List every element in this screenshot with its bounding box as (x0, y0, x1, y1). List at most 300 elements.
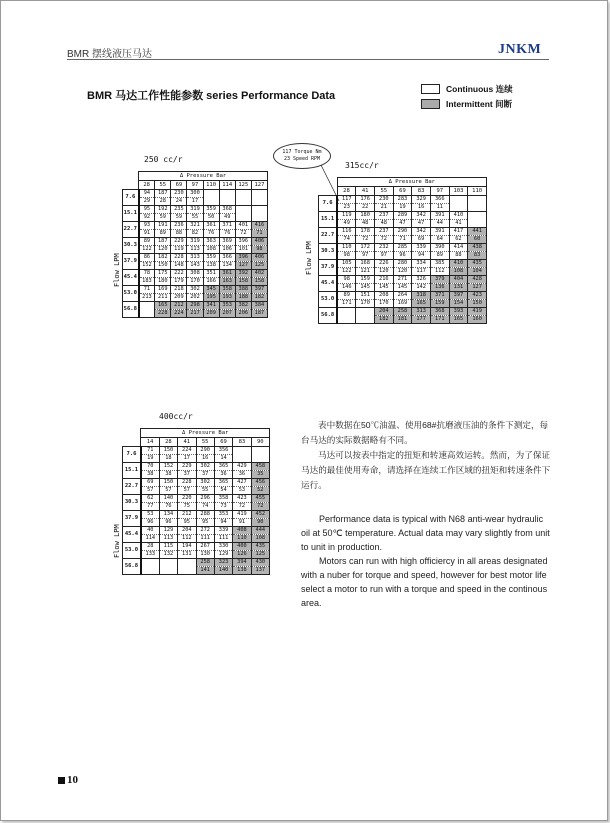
speed-value: 209 (203, 310, 219, 318)
torque-value: 300 (187, 190, 203, 198)
speed-value: 158 (251, 278, 267, 286)
table-row (319, 228, 487, 236)
torque-value: 366 (219, 254, 235, 262)
torque-value: 359 (203, 254, 219, 262)
torque-value: 368 (219, 206, 235, 214)
torque-value: 168 (356, 260, 375, 268)
speed-value: 104 (468, 268, 487, 276)
speed-value: 129 (214, 551, 232, 559)
speed-value: 171 (337, 300, 356, 308)
speed-value: 131 (178, 551, 196, 559)
torque-value: 98 (337, 276, 356, 284)
torque-value (251, 190, 267, 198)
torque-value: 40 (141, 527, 159, 535)
table-row (319, 300, 487, 308)
torque-value: 194 (178, 543, 196, 551)
speed-value: 170 (374, 300, 393, 308)
torque-value: 237 (374, 228, 393, 236)
speed-value: 24 (171, 198, 187, 206)
speed-value: 41 (449, 220, 468, 228)
torque-value: 321 (187, 222, 203, 230)
legend-continuous (421, 81, 513, 96)
speed-value: 108 (251, 535, 269, 543)
speed-value: 127 (235, 262, 251, 270)
torque-value: 151 (356, 292, 375, 300)
pressure-values-row (123, 181, 268, 190)
speed-value: 111 (196, 535, 214, 543)
torque-value: 323 (214, 559, 232, 567)
speed-value: 224 (171, 310, 187, 318)
torque-value: 406 (251, 254, 267, 262)
torque-value: 134 (159, 511, 177, 519)
torque-value: 394 (233, 559, 251, 567)
torque-value: 212 (178, 511, 196, 519)
flow-value: 45.4 (123, 270, 139, 286)
torque-value: 430 (251, 559, 269, 567)
flow-value: 37.9 (123, 511, 141, 527)
speed-value (233, 455, 251, 463)
speed-value: 49 (219, 214, 235, 222)
speed-value: 57 (159, 487, 177, 495)
speed-value: 112 (430, 268, 449, 276)
torque-value: 410 (449, 212, 468, 220)
torque-value (251, 447, 269, 455)
torque-value: 334 (412, 260, 431, 268)
legend-continuous-label: Continuous 连续 (446, 83, 513, 94)
speed-value: 120 (374, 268, 393, 276)
torque-value: 423 (233, 495, 251, 503)
table-row (123, 447, 270, 455)
torque-value: 192 (155, 206, 171, 214)
table-row (319, 252, 487, 260)
flow-header-blank (123, 429, 141, 438)
torque-value: 224 (178, 447, 196, 455)
flow-value: 37.9 (123, 254, 139, 270)
speed-value: 29 (139, 198, 155, 206)
pressure-value: 28 (159, 438, 177, 447)
speed-value: 148 (171, 262, 187, 270)
zh-paragraph-1: 表中数据在50℃油温、使用68#抗磨液压油的条件下测定，每台马达的实际数据略有不同。 (301, 420, 549, 445)
torque-value: 388 (235, 286, 251, 294)
torque-value: 175 (155, 270, 171, 278)
page-number-text: 10 (67, 774, 78, 786)
callout-torque-text: 117 Torque Nm (282, 149, 322, 155)
torque-value: 339 (412, 244, 431, 252)
torque-value: 396 (235, 254, 251, 262)
flow-header-blank (319, 187, 338, 196)
speed-value: 113 (159, 535, 177, 543)
speed-value (219, 198, 235, 206)
torque-value: 361 (203, 222, 219, 230)
speed-value: 72 (233, 503, 251, 511)
flow-header-blank (123, 172, 139, 181)
torque-value: 229 (171, 238, 187, 246)
table-row (123, 278, 268, 286)
speed-value: 121 (356, 268, 375, 276)
speed-value: 75 (178, 503, 196, 511)
speed-value: 169 (393, 300, 412, 308)
speed-value: 182 (374, 316, 393, 324)
torque-value (251, 206, 267, 214)
table-row (123, 471, 270, 479)
flow-header-blank (319, 178, 338, 187)
table-row (123, 535, 270, 543)
torque-value: 208 (374, 292, 393, 300)
speed-value: 150 (155, 262, 171, 270)
torque-value: 115 (159, 543, 177, 551)
pressure-value: 55 (155, 181, 171, 190)
torque-value: 458 (251, 463, 269, 471)
pressure-value: 41 (356, 187, 375, 196)
performance-table-400 (122, 428, 270, 575)
table-row (319, 260, 487, 268)
en-paragraph-2: Motors can run with high officiercy in all areas designated with a nuber for torque and speed, however for best motor life select a motor to run with a torque and speed in the continous area. (301, 556, 548, 608)
speed-value: 76 (219, 230, 235, 238)
torque-value: 187 (155, 238, 171, 246)
speed-value: 206 (235, 310, 251, 318)
speed-value: 47 (412, 220, 431, 228)
flow-value: 22.7 (319, 228, 338, 244)
speed-value: 170 (187, 278, 203, 286)
speed-value: 132 (159, 551, 177, 559)
table-row (123, 222, 268, 230)
torque-value: 302 (187, 286, 203, 294)
speed-value (468, 204, 487, 212)
torque-value (468, 212, 487, 220)
torque-value: 290 (393, 228, 412, 236)
torque-value: 345 (203, 286, 219, 294)
pressure-value: 69 (393, 187, 412, 196)
torque-value: 393 (449, 308, 468, 316)
torque-value: 78 (139, 270, 155, 278)
torque-value: 356 (214, 447, 232, 455)
speed-value: 228 (155, 310, 171, 318)
speed-value (356, 316, 375, 324)
table-row (123, 559, 270, 567)
page-title: BMR 马达工作性能参数 series Performance Data (87, 90, 336, 102)
table-row (123, 246, 268, 254)
speed-value: 55 (187, 214, 203, 222)
table-250-flow-label: Flow LPM (113, 253, 121, 287)
legend-intermittent-label: Intermittent 间断 (446, 98, 513, 109)
torque-value: 313 (187, 254, 203, 262)
speed-value: 142 (412, 284, 431, 292)
torque-value: 140 (159, 495, 177, 503)
speed-value: 94 (412, 252, 431, 260)
torque-value: 308 (187, 270, 203, 278)
torque-value: 318 (412, 292, 431, 300)
speed-value: 187 (251, 310, 267, 318)
speed-value: 36 (214, 471, 232, 479)
speed-value: 96 (141, 519, 159, 527)
flow-value: 7.6 (123, 447, 141, 463)
table-row (123, 270, 268, 278)
torque-value: 236 (171, 222, 187, 230)
speed-value: 72 (374, 236, 393, 244)
performance-table-250 (122, 171, 268, 318)
torque-value (178, 559, 196, 567)
torque-value: 419 (233, 511, 251, 519)
torque-value: 435 (468, 260, 487, 268)
flow-value: 15.1 (123, 206, 139, 222)
torque-value: 288 (196, 511, 214, 519)
speed-value: 159 (430, 300, 449, 308)
torque-value: 110 (337, 244, 356, 252)
speed-value: 138 (203, 262, 219, 270)
speed-value (159, 567, 177, 575)
speed-value: 48 (356, 220, 375, 228)
speed-value: 37 (196, 471, 214, 479)
speed-value: 98 (251, 246, 267, 254)
table-row (123, 230, 268, 238)
torque-value: 150 (159, 479, 177, 487)
flow-value: 30.3 (123, 238, 139, 254)
torque-value: 361 (219, 270, 235, 278)
flow-header-blank (123, 181, 139, 190)
speed-value: 98 (337, 252, 356, 260)
pressure-axis-label: Δ Pressure Bar (141, 429, 270, 438)
torque-value (468, 196, 487, 204)
speed-value: 125 (251, 262, 267, 270)
torque-value (235, 190, 251, 198)
flow-value: 53.0 (123, 543, 141, 559)
speed-value: 120 (393, 268, 412, 276)
table-row (123, 543, 270, 551)
torque-value: 339 (214, 527, 232, 535)
pressure-value: 127 (251, 181, 267, 190)
speed-value: 17 (178, 455, 196, 463)
table-row (123, 214, 268, 222)
speed-value: 96 (159, 519, 177, 527)
speed-value: 137 (251, 567, 269, 575)
table-row (319, 212, 487, 220)
speed-value: 72 (251, 503, 269, 511)
torque-value: 382 (235, 302, 251, 310)
torque-value: 178 (356, 228, 375, 236)
speed-value: 122 (139, 246, 155, 254)
flow-value: 22.7 (123, 222, 139, 238)
torque-value: 28 (141, 543, 159, 551)
speed-value: 108 (449, 268, 468, 276)
pressure-value: 103 (449, 187, 468, 196)
speed-value: 165 (412, 300, 431, 308)
torque-value: 358 (214, 495, 232, 503)
speed-value: 213 (139, 294, 155, 302)
flow-value: 56.8 (123, 559, 141, 575)
torque-value: 237 (374, 212, 393, 220)
torque-value: 258 (196, 559, 214, 567)
speed-value: 88 (449, 252, 468, 260)
torque-value: 452 (251, 511, 269, 519)
torque-value: 313 (412, 308, 431, 316)
table-row (123, 495, 270, 503)
torque-value: 369 (219, 238, 235, 246)
speed-value: 44 (430, 220, 449, 228)
flow-header-blank (123, 438, 141, 447)
speed-value: 14 (214, 455, 232, 463)
speed-value: 69 (412, 236, 431, 244)
torque-value: 402 (251, 270, 267, 278)
speed-value: 95 (178, 519, 196, 527)
speed-value: 59 (155, 214, 171, 222)
speed-value: 106 (219, 246, 235, 254)
pressure-value: 114 (219, 181, 235, 190)
torque-value: 368 (430, 308, 449, 316)
speed-value: 183 (139, 278, 155, 286)
torque-value: 229 (178, 463, 196, 471)
flow-value: 30.3 (123, 495, 141, 511)
speed-value: 55 (196, 487, 214, 495)
torque-value: 53 (141, 511, 159, 519)
speed-value: 35 (251, 471, 269, 479)
speed-value (178, 567, 196, 575)
speed-value: 54 (214, 487, 232, 495)
torque-value: 366 (430, 196, 449, 204)
speed-value: 163 (219, 278, 235, 286)
torque-value: 228 (178, 479, 196, 487)
speed-value: 57 (178, 487, 196, 495)
torque-value: 397 (449, 292, 468, 300)
flow-value: 56.8 (319, 308, 338, 324)
table-row (123, 487, 270, 495)
speed-value: 108 (203, 246, 219, 254)
speed-value: 152 (139, 262, 155, 270)
pressure-value: 69 (171, 181, 187, 190)
speed-value: 110 (233, 535, 251, 543)
pressure-label-row (123, 429, 270, 438)
torque-value (203, 190, 219, 198)
speed-value: 122 (337, 268, 356, 276)
torque-value: 427 (233, 479, 251, 487)
speed-value: 11 (430, 204, 449, 212)
torque-value: 220 (178, 495, 196, 503)
speed-value: 145 (356, 284, 375, 292)
table-row (319, 220, 487, 228)
speed-value: 207 (219, 310, 235, 318)
torque-value: 105 (337, 260, 356, 268)
callout-speed-text: 23 Speed RPM (283, 155, 321, 162)
speed-value: 131 (449, 284, 468, 292)
table-315-label: 315cc/r (345, 161, 379, 170)
pressure-label-row (319, 178, 487, 187)
table-row (123, 262, 268, 270)
torque-value: 429 (233, 463, 251, 471)
header-product-name: BMR 摆线液压马达 (67, 49, 152, 60)
table-row (123, 302, 268, 310)
flow-value: 7.6 (319, 196, 338, 212)
speed-value: 209 (171, 294, 187, 302)
speed-value: 19 (141, 455, 159, 463)
torque-value: 371 (430, 292, 449, 300)
torque-value: 351 (203, 270, 219, 278)
torque-value: 371 (219, 222, 235, 230)
flow-value: 7.6 (123, 190, 139, 206)
speed-value: 101 (235, 246, 251, 254)
torque-value: 326 (412, 276, 431, 284)
speed-value: 158 (235, 278, 251, 286)
speed-value: 64 (430, 236, 449, 244)
speed-value: 111 (214, 535, 232, 543)
table-row (123, 527, 270, 535)
torque-value: 216 (374, 276, 393, 284)
torque-value (233, 447, 251, 455)
speed-value: 73 (214, 503, 232, 511)
speed-value: 76 (203, 230, 219, 238)
speed-value: 146 (337, 284, 356, 292)
speed-value: 71 (393, 236, 412, 244)
torque-value (139, 302, 155, 310)
speed-value: 89 (430, 252, 449, 260)
speed-value: 38 (159, 471, 177, 479)
speed-value: 92 (139, 214, 155, 222)
speed-value: 47 (393, 220, 412, 228)
speed-value: 83 (468, 252, 487, 260)
table-row (123, 503, 270, 511)
speed-value (337, 316, 356, 324)
speed-value (449, 204, 468, 212)
flow-value: 45.4 (123, 527, 141, 543)
speed-value: 91 (233, 519, 251, 527)
speed-value: 195 (203, 294, 219, 302)
torque-value: 191 (155, 222, 171, 230)
torque-value: 435 (251, 543, 269, 551)
table-row (123, 455, 270, 463)
torque-value: 359 (203, 206, 219, 214)
torque-value: 319 (187, 238, 203, 246)
speed-value: 52 (251, 487, 269, 495)
speed-value (139, 310, 155, 318)
torque-value: 267 (196, 543, 214, 551)
speed-value: 38 (141, 471, 159, 479)
torque-value: 165 (155, 302, 171, 310)
speed-value: 150 (468, 300, 487, 308)
torque-value: 379 (430, 276, 449, 284)
torque-value: 71 (141, 447, 159, 455)
speed-value: 28 (155, 198, 171, 206)
torque-value: 392 (235, 270, 251, 278)
torque-value: 93 (139, 222, 155, 230)
speed-value (203, 198, 219, 206)
pressure-value: 97 (187, 181, 203, 190)
torque-value: 330 (214, 543, 232, 551)
torque-value: 408 (233, 527, 251, 535)
speed-value: 37 (178, 471, 196, 479)
speed-value: 145 (374, 284, 393, 292)
flow-value: 53.0 (319, 292, 338, 308)
speed-value: 77 (141, 503, 159, 511)
speed-value: 171 (430, 316, 449, 324)
speed-value (235, 198, 251, 206)
torque-value: 94 (139, 190, 155, 198)
torque-value: 401 (235, 222, 251, 230)
speed-value (251, 214, 267, 222)
speed-value: 60 (468, 236, 487, 244)
speed-value: 94 (214, 519, 232, 527)
table-250-label: 250 cc/r (144, 155, 183, 164)
pressure-value: 69 (214, 438, 232, 447)
speed-value: 62 (449, 236, 468, 244)
speed-value: 97 (356, 252, 375, 260)
speed-value: 160 (468, 316, 487, 324)
speed-value: 170 (356, 300, 375, 308)
table-row (123, 479, 270, 487)
speed-value: 91 (139, 230, 155, 238)
speed-value: 57 (141, 487, 159, 495)
torque-value (219, 190, 235, 198)
torque-value (356, 308, 375, 316)
speed-value: 181 (393, 316, 412, 324)
torque-value: 129 (159, 527, 177, 535)
